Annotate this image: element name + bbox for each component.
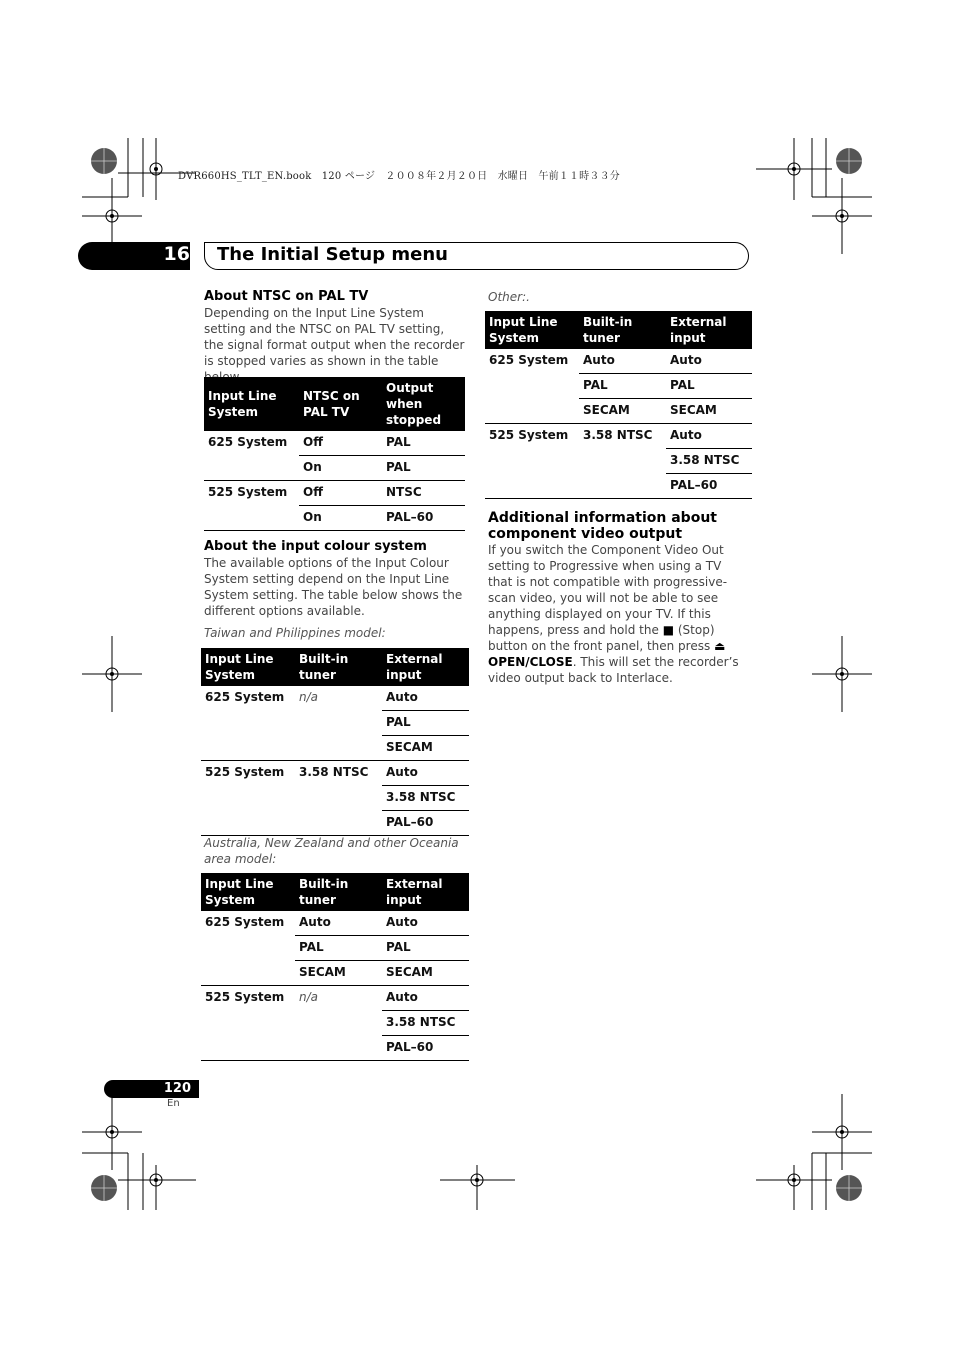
table-cell: NTSC — [382, 481, 465, 506]
component-body-text: . This will set the recorder’s video output back to Interlace. — [488, 655, 739, 685]
table-header-row — [201, 873, 469, 911]
table-header-row — [204, 377, 465, 431]
table-header: NTSC on PAL TV — [299, 377, 382, 431]
table-cell: Auto — [382, 986, 469, 1011]
ntsc-on-pal-table — [204, 377, 465, 531]
table-row — [201, 786, 469, 811]
table-cell: 525 System — [489, 428, 569, 442]
table-row — [201, 986, 469, 1011]
table-cell: SECAM — [666, 399, 752, 424]
table-cell — [485, 474, 579, 499]
table-cell: 625 System — [205, 690, 285, 704]
table-cell: 3.58 NTSC — [666, 449, 752, 474]
stop-icon: ■ — [662, 623, 675, 637]
table-cell: Auto — [579, 349, 666, 374]
print-header: DVR660HS_TLT_EN.book 120 ページ ２００８年２月２０日 水曜日 午前１１時３３分 — [178, 171, 620, 182]
table-cell — [201, 1036, 295, 1061]
table-header: Built-in tuner — [295, 873, 382, 911]
table-row — [201, 1011, 469, 1036]
table-cell — [201, 1011, 295, 1036]
table-cell: PAL — [382, 456, 465, 481]
table-row — [201, 911, 469, 936]
table-header: External input — [382, 648, 469, 686]
section-component-heading: Additional information about component video output — [488, 510, 717, 542]
australia-colour-table — [201, 873, 469, 1061]
table-cell: SECAM — [579, 399, 666, 424]
table-cell: 625 System — [208, 435, 288, 449]
table-cell: SECAM — [295, 961, 382, 986]
table-cell: 525 System — [205, 990, 285, 1004]
table-row — [201, 761, 469, 786]
table-cell — [201, 711, 295, 736]
table-header: Input Line System — [485, 311, 579, 349]
table-cell — [295, 1036, 382, 1061]
table-row — [204, 431, 465, 456]
table-cell: SECAM — [382, 736, 469, 761]
table-cell — [201, 936, 295, 961]
table-cell — [579, 474, 666, 499]
table-header: Built-in tuner — [295, 648, 382, 686]
table-header: External input — [382, 873, 469, 911]
table-cell: 625 System — [205, 915, 285, 929]
table-row — [204, 456, 465, 481]
table-cell: n/a — [299, 990, 319, 1004]
table-cell: PAL — [382, 936, 469, 961]
table-cell: 3.58 NTSC — [299, 765, 369, 779]
table-cell — [201, 786, 295, 811]
table-cell — [295, 711, 382, 736]
table-cell — [201, 736, 295, 761]
page-language: En — [167, 1098, 180, 1109]
table-cell: 625 System — [489, 353, 569, 367]
table-cell — [485, 449, 579, 474]
table-cell: 3.58 NTSC — [382, 786, 469, 811]
section-component — [488, 510, 748, 686]
table-cell — [201, 961, 295, 986]
table-cell — [204, 456, 299, 481]
table-cell: Auto — [666, 424, 752, 449]
chapter-title: The Initial Setup menu — [217, 244, 448, 265]
table-row — [201, 811, 469, 836]
section-component-body — [488, 542, 748, 686]
table-header: Built-in tuner — [579, 311, 666, 349]
model-label-australia: Australia, New Zealand and other Oceania area model: — [204, 836, 459, 866]
table-cell: On — [299, 456, 382, 481]
table-cell: PAL — [579, 374, 666, 399]
table-cell: Auto — [382, 761, 469, 786]
section-ntsc-body: Depending on the Input Line System setting and the NTSC on PAL TV setting, the signal format output when the recorder is stopped varies as shown in the table — [204, 306, 465, 368]
table-row — [201, 1036, 469, 1061]
chapter-number: 16 — [163, 243, 190, 265]
table-cell: PAL–60 — [382, 811, 469, 836]
model-label-taiwan: Taiwan and Philippines model: — [204, 626, 386, 640]
table-cell: 3.58 NTSC — [583, 428, 653, 442]
table-cell: Auto — [382, 911, 469, 936]
table-row — [485, 474, 752, 499]
table-cell: PAL — [382, 711, 469, 736]
component-body-text: (Stop) button on the front panel, then press — [488, 623, 715, 653]
section-ntsc-heading: About NTSC on PAL TV — [204, 289, 369, 304]
table-cell — [485, 374, 579, 399]
table-cell: Off — [299, 481, 382, 506]
model-label-other: Other:. — [488, 290, 530, 304]
table-row — [485, 374, 752, 399]
table-cell: Auto — [666, 349, 752, 374]
table-cell: PAL — [382, 431, 465, 456]
open-close-button-label: OPEN/CLOSE — [488, 655, 573, 669]
taiwan-colour-table — [201, 648, 469, 836]
table-row — [201, 686, 469, 711]
table-cell — [295, 786, 382, 811]
section-colour — [204, 539, 466, 619]
table-cell: PAL — [666, 374, 752, 399]
table-row — [485, 449, 752, 474]
section-colour-heading: About the input colour system — [204, 539, 427, 554]
table-cell: PAL–60 — [382, 506, 465, 531]
table-row — [201, 736, 469, 761]
section-colour-body: The available options of the Input Colour System setting depend on the Input Line System setting. The table below shows the different options available. — [204, 556, 463, 618]
table-header: Input Line System — [201, 648, 295, 686]
table-header-row — [485, 311, 752, 349]
table-header: Input Line System — [201, 873, 295, 911]
table-header: External input — [666, 311, 752, 349]
table-cell: n/a — [299, 690, 319, 704]
table-cell: PAL–60 — [382, 1036, 469, 1061]
table-cell: 525 System — [205, 765, 285, 779]
table-row — [204, 506, 465, 531]
component-body-text: If you switch the Component Video Out setting to Progressive when using a TV that is not compatible with progressive-scan video, you will not be able to see anything displayed on your TV. If this happens, press and hold the — [488, 543, 728, 637]
table-row — [201, 961, 469, 986]
other-colour-table — [485, 311, 752, 499]
table-cell: PAL — [295, 936, 382, 961]
table-cell — [204, 506, 299, 531]
table-cell: On — [299, 506, 382, 531]
table-row — [201, 711, 469, 736]
eject-icon: ⏏ — [714, 639, 726, 653]
table-row — [485, 424, 752, 449]
table-header: Input Line System — [204, 377, 299, 431]
table-cell: 3.58 NTSC — [382, 1011, 469, 1036]
table-cell: SECAM — [382, 961, 469, 986]
table-cell: PAL–60 — [666, 474, 752, 499]
table-row — [204, 481, 465, 506]
table-cell: Auto — [295, 911, 382, 936]
table-header: Output when stopped — [382, 377, 465, 431]
table-row — [201, 936, 469, 961]
table-cell: Auto — [382, 686, 469, 711]
table-cell — [295, 736, 382, 761]
table-row — [485, 349, 752, 374]
section-ntsc — [204, 289, 466, 385]
table-cell: Off — [299, 431, 382, 456]
table-cell: 525 System — [208, 485, 288, 499]
table-cell — [295, 1011, 382, 1036]
table-header-row — [201, 648, 469, 686]
table-cell — [579, 449, 666, 474]
table-cell — [295, 811, 382, 836]
page-number: 120 — [163, 1081, 191, 1096]
table-cell — [485, 399, 579, 424]
table-row — [485, 399, 752, 424]
table-cell — [201, 811, 295, 836]
